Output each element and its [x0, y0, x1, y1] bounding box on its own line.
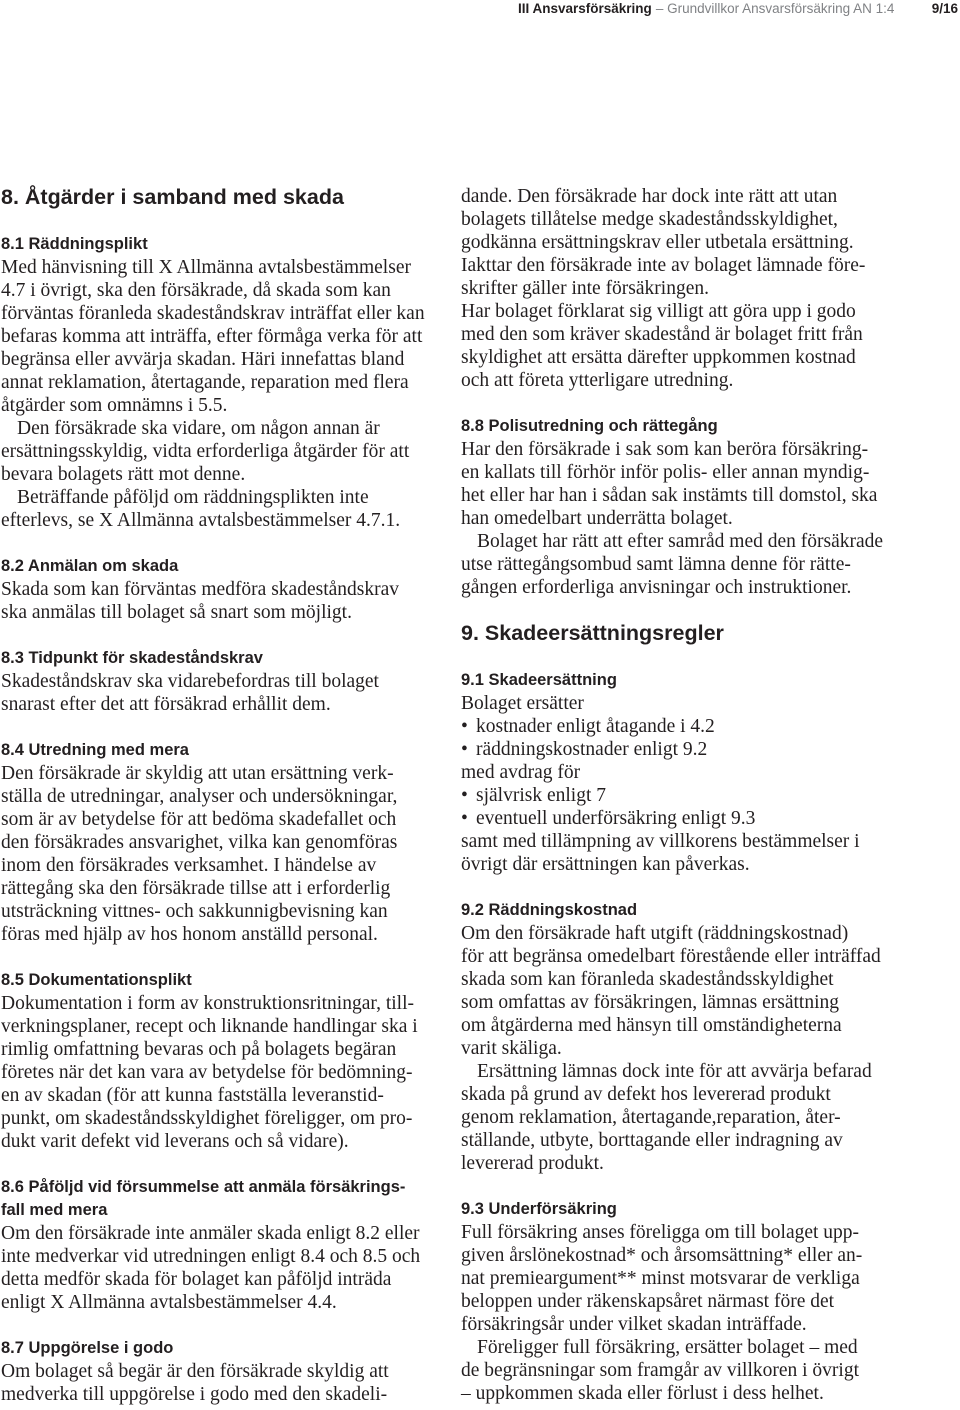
list-item-text: självrisk enligt 7 [476, 785, 606, 806]
header-section-title: III Ansvarsförsäkring [518, 1, 652, 16]
section-8-7-paragraph-2: Har bolaget förklarat sig villigt att göra upp i godo med den som kräver skadestånd är bolaget fritt från skyldighet att ersätta därefter uppkommen kostnad och att företa ytterligare utredning. [461, 301, 863, 391]
section-9-3-paragraph-1: Full försäkring anses föreligga om till bolaget upp- given årslönekostnad* och årsomsättning* eller an- nat premieargument** minst motsvarar de verkliga beloppen under räkenskapsåret närmast före det försäkringsår under vilket skadan inträffade. [461, 1222, 863, 1335]
chapter-9-title: 9. Skadeersättningsregler [461, 621, 724, 645]
section-9-3 [461, 1198, 941, 1405]
section-8-1-heading: 8.1 Räddningsplikt [1, 235, 148, 253]
list-item-text: eventuell underförsäkring enligt 9.3 [476, 808, 756, 829]
section-8-8-paragraph-2: Bolaget har rätt att efter samråd med den försäkrade utse rättegångsombud samt lämna denne för rätte- gången erforderliga anvisningar och instruktioner. [461, 531, 884, 598]
section-8-8-heading: 8.8 Polisutredning och rättegång [461, 417, 718, 435]
section-8-2-paragraph-1: Skada som kan förväntas medföra skadeståndskrav ska anmälas till bolaget så snart som möjligt. [1, 579, 400, 623]
section-8-6-heading: 8.6 Påföljd vid försummelse att anmäla försäkrings- fall med mera [1, 1178, 406, 1219]
section-8-1-paragraph-2: Den försäkrade ska vidare, om någon annan är ersättningsskyldig, vidta erforderliga åtgärder för att bevara bolagets rätt mot denne. [1, 418, 410, 485]
section-8-4 [1, 739, 451, 946]
section-8-2-heading: 8.2 Anmälan om skada [1, 557, 179, 575]
list-item-text: räddningskostnader enligt 9.2 [476, 739, 708, 760]
section-8-4-paragraph-1: Den försäkrade är skyldig att utan ersättning verk- ställa de utredningar, analyser och undersökningar, som är av betydelse för att bedöma skadefallet och den försäkrades ansvarighet, vilka kan genomföras inom den försäkrades verksamhet. I händelse av rättegång ska den försäkrade tillse att i erforderlig utsträckning vittnes- och sakkunnigbevisning kan föras med hjälp av hos honom anställd personal. [1, 763, 398, 945]
bullet-icon [461, 715, 468, 738]
list-item [461, 807, 941, 830]
right-column [461, 185, 941, 1405]
list-item-text: kostnader enligt åtagande i 4.2 [476, 716, 715, 737]
section-9-2 [461, 899, 941, 1175]
section-8-7 [1, 1337, 451, 1406]
section-8-3-heading: 8.3 Tidpunkt för skadeståndskrav [1, 649, 263, 667]
bullet-icon [461, 784, 468, 807]
section-8-1-paragraph-1: Med hänvisning till X Allmänna avtalsbestämmelser 4.7 i övrigt, ska den försäkrade, då skada som kan förväntas föranleda skadeståndskrav inträffat eller kan befaras komma att inträffa, efter förmåga verka för att begränsa eller avvärja skadan. Häri innefattas bland annat reklamation, återtagande, reparation med flera åtgärder som omnämns i 5.5. [1, 257, 425, 416]
chapter-8-title: 8. Åtgärder i samband med skada [1, 185, 344, 209]
section-9-2-paragraph-2: Ersättning lämnas dock inte för att avvärja befarad skada på grund av defekt hos levererad produkt genom reklamation, återtagande,reparation, åter- ställande, utbyte, borttagande eller indragning av levererad produkt. [461, 1061, 872, 1174]
running-header [518, 0, 894, 17]
section-8-7-paragraph-1-continued: dande. Den försäkrade har dock inte rätt att utan bolagets tillåtelse medge skadeståndsskyldighet, godkänna ersättningskrav eller utbetala ersättning. Iakttar den försäkrade inte av bolaget lämnade före- skrifter gäller inte försäkringen. [461, 186, 866, 299]
section-9-1-deduction-intro: med avdrag för [461, 762, 581, 783]
section-8-8-paragraph-1: Har den försäkrade i sak som kan beröra försäkring- en kallats till förhör inför polis- eller annan myndig- het eller har han i sådan sak instämts till domstol, ska han omedelbart underrätta bolaget. [461, 439, 878, 529]
section-9-1-closing: samt med tillämpning av villkorens bestämmelser i övrigt där ersättningen kan påverkas. [461, 831, 860, 875]
section-8-5-paragraph-1: Dokumentation i form av konstruktionsritningar, till- verkningsplaner, recept och liknande handlingar ska i rimlig omfattning bevaras och på bolagets begäran företes när det kan vara av betydelse för bedömning- en av skadan (för att kunna fastställa leveranstid- punkt, om skadeståndsskyldighet föreligger, om pro- dukt varit defekt vid leverans och så vidare). [1, 993, 418, 1152]
section-9-1-intro: Bolaget ersätter [461, 693, 584, 714]
bullet-icon [461, 807, 468, 830]
compensated-items-list [461, 715, 941, 761]
section-9-2-paragraph-1: Om den försäkrade haft utgift (räddningskostnad) för att begränsa omedelbart förestående eller inträffad skada som kan föranleda skadeståndsskyldighet som omfattas av försäkringen, lämnas ersättning om åtgärderna med hänsyn till omständigheterna varit skäliga. [461, 923, 881, 1059]
deductions-list [461, 784, 941, 830]
section-8-1 [1, 233, 451, 532]
section-8-2 [1, 555, 451, 624]
section-9-1 [461, 669, 941, 876]
section-8-4-heading: 8.4 Utredning med mera [1, 741, 189, 759]
section-9-2-heading: 9.2 Räddningskostnad [461, 901, 638, 919]
section-9-1-heading: 9.1 Skadeersättning [461, 671, 617, 689]
section-9-3-heading: 9.3 Underförsäkring [461, 1200, 617, 1218]
list-item [461, 738, 941, 761]
list-item [461, 715, 941, 738]
section-8-7-paragraph-1-start: Om bolaget så begär är den försäkrade skyldig att medverka till uppgörelse i godo med den skadeli- [1, 1361, 389, 1405]
section-8-8 [461, 415, 941, 599]
bullet-icon [461, 738, 468, 761]
section-8-7-heading: 8.7 Uppgörelse i godo [1, 1339, 174, 1357]
section-8-1-paragraph-3: Beträffande påföljd om räddningsplikten inte efterlevs, se X Allmänna avtalsbestämmelser 4.7.1. [1, 487, 401, 531]
section-9-3-paragraph-2: Föreligger full försäkring, ersätter bolaget – med de begränsningar som framgår av villkoren i övrigt – uppkommen skada eller förlust i dess helhet. [461, 1337, 860, 1404]
header-document-title: – Grundvillkor Ansvarsförsäkring AN 1:4 [655, 1, 895, 16]
list-item [461, 784, 941, 807]
page-number: 9/16 [931, 1, 958, 16]
left-column [1, 185, 451, 1406]
section-8-6-paragraph-1: Om den försäkrade inte anmäler skada enligt 8.2 eller inte medverkar vid utredningen enligt 8.4 och 8.5 och detta medför skada för bolaget kan påföljd inträda enligt X Allmänna avtalsbestämmelser 4.4. [1, 1223, 421, 1313]
section-8-3-paragraph-1: Skadeståndskrav ska vidarebefordras till bolaget snarast efter det att försäkrad erhållit dem. [1, 671, 379, 715]
section-8-3 [1, 647, 451, 716]
section-8-5 [1, 969, 451, 1153]
section-8-6 [1, 1176, 451, 1314]
section-8-5-heading: 8.5 Dokumentationsplikt [1, 971, 192, 989]
